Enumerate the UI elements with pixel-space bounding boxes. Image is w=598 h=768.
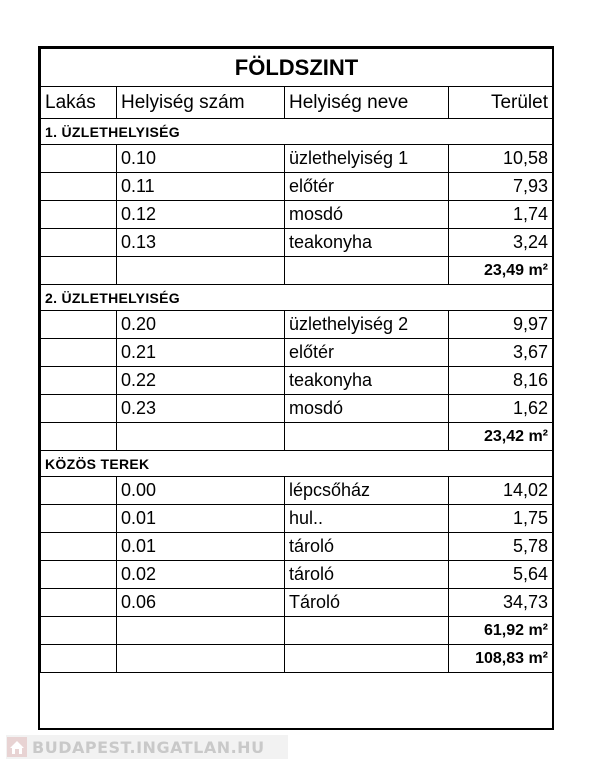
lakas-cell <box>41 229 117 257</box>
lakas-cell <box>41 367 117 395</box>
room-number: 0.02 <box>117 561 285 589</box>
room-area: 14,02 <box>449 477 553 505</box>
room-name: tároló <box>285 561 449 589</box>
table-row <box>41 395 553 423</box>
room-number: 0.06 <box>117 589 285 617</box>
section-row <box>41 119 553 145</box>
table-row <box>41 173 553 201</box>
table-row <box>41 561 553 589</box>
empty-cell <box>285 257 449 285</box>
floor-area-table <box>38 46 554 730</box>
table-row <box>41 229 553 257</box>
watermark <box>6 735 288 759</box>
room-name: üzlethelyiség 2 <box>285 311 449 339</box>
table-row <box>41 201 553 229</box>
section-title: KÖZÖS TEREK <box>41 451 553 477</box>
room-number: 0.20 <box>117 311 285 339</box>
table-row <box>41 505 553 533</box>
house-logo-icon <box>6 736 28 758</box>
room-name: teakonyha <box>285 229 449 257</box>
room-name: tároló <box>285 533 449 561</box>
grand-total-row <box>41 645 553 673</box>
table-title: FÖLDSZINT <box>41 49 553 87</box>
room-number: 0.22 <box>117 367 285 395</box>
empty-cell <box>117 423 285 451</box>
table-row <box>41 589 553 617</box>
empty-cell <box>285 423 449 451</box>
room-area: 7,93 <box>449 173 553 201</box>
room-area: 1,75 <box>449 505 553 533</box>
section-row <box>41 285 553 311</box>
room-area: 9,97 <box>449 311 553 339</box>
lakas-cell <box>41 561 117 589</box>
subtotal-row <box>41 257 553 285</box>
room-number: 0.23 <box>117 395 285 423</box>
section-row <box>41 451 553 477</box>
room-number: 0.01 <box>117 505 285 533</box>
table-row <box>41 477 553 505</box>
subtotal-area: 23,42 m² <box>449 423 553 451</box>
room-number: 0.12 <box>117 201 285 229</box>
room-number: 0.11 <box>117 173 285 201</box>
room-area: 3,24 <box>449 229 553 257</box>
room-area: 5,78 <box>449 533 553 561</box>
room-name: mosdó <box>285 201 449 229</box>
subtotal-area: 61,92 m² <box>449 617 553 645</box>
room-area: 1,62 <box>449 395 553 423</box>
area-table <box>40 48 553 673</box>
header-helyiseg-neve: Helyiség neve <box>285 87 449 119</box>
lakas-cell <box>41 589 117 617</box>
room-area: 8,16 <box>449 367 553 395</box>
watermark-text: BUDAPEST.INGATLAN.HU <box>32 737 265 757</box>
empty-cell <box>41 423 117 451</box>
empty-cell <box>41 257 117 285</box>
room-area: 1,74 <box>449 201 553 229</box>
room-number: 0.21 <box>117 339 285 367</box>
section-title: 2. ÜZLETHELYISÉG <box>41 285 553 311</box>
room-area: 3,67 <box>449 339 553 367</box>
lakas-cell <box>41 477 117 505</box>
table-row <box>41 339 553 367</box>
section-title: 1. ÜZLETHELYISÉG <box>41 119 553 145</box>
lakas-cell <box>41 145 117 173</box>
lakas-cell <box>41 339 117 367</box>
empty-cell <box>41 617 117 645</box>
lakas-cell <box>41 173 117 201</box>
table-row <box>41 311 553 339</box>
grand-total-area: 108,83 m² <box>449 645 553 673</box>
empty-cell <box>41 645 117 673</box>
lakas-cell <box>41 201 117 229</box>
header-helyiseg-szam: Helyiség szám <box>117 87 285 119</box>
room-name: lépcsőház <box>285 477 449 505</box>
empty-cell <box>285 617 449 645</box>
table-row <box>41 533 553 561</box>
room-area: 10,58 <box>449 145 553 173</box>
subtotal-row <box>41 423 553 451</box>
header-terulet: Terület <box>449 87 553 119</box>
empty-cell <box>117 645 285 673</box>
table-row <box>41 145 553 173</box>
empty-cell <box>285 645 449 673</box>
subtotal-row <box>41 617 553 645</box>
room-name: mosdó <box>285 395 449 423</box>
room-name: előtér <box>285 173 449 201</box>
lakas-cell <box>41 505 117 533</box>
room-number: 0.10 <box>117 145 285 173</box>
lakas-cell <box>41 533 117 561</box>
room-name: hul.. <box>285 505 449 533</box>
room-area: 34,73 <box>449 589 553 617</box>
room-name: előtér <box>285 339 449 367</box>
room-name: Tároló <box>285 589 449 617</box>
empty-cell <box>117 617 285 645</box>
empty-cell <box>117 257 285 285</box>
room-area: 5,64 <box>449 561 553 589</box>
room-number: 0.13 <box>117 229 285 257</box>
header-lakas: Lakás <box>41 87 117 119</box>
room-number: 0.00 <box>117 477 285 505</box>
room-name: teakonyha <box>285 367 449 395</box>
table-row <box>41 367 553 395</box>
subtotal-area: 23,49 m² <box>449 257 553 285</box>
room-number: 0.01 <box>117 533 285 561</box>
lakas-cell <box>41 311 117 339</box>
room-name: üzlethelyiség 1 <box>285 145 449 173</box>
lakas-cell <box>41 395 117 423</box>
